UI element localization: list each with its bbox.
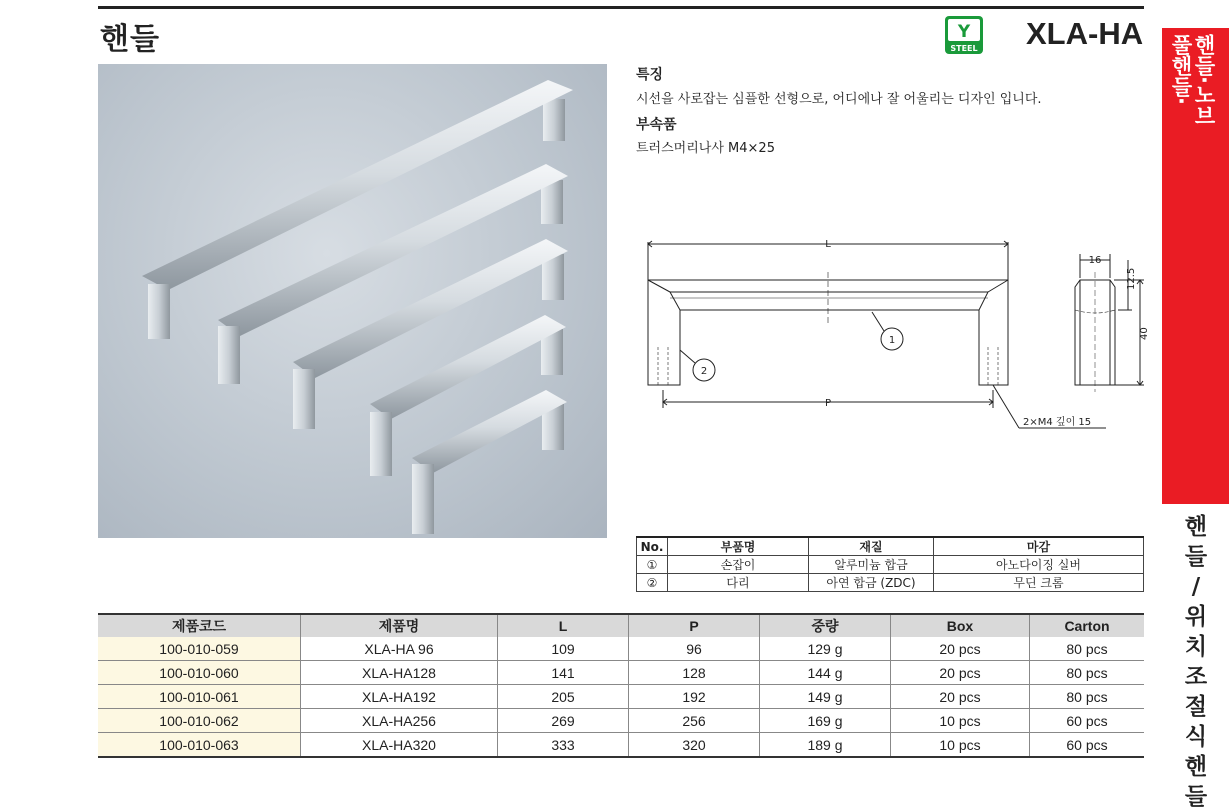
parts-row (637, 556, 1144, 574)
table-row (98, 661, 1144, 685)
product-cell: 80 pcs (1030, 685, 1145, 709)
product-cell: 100-010-059 (98, 637, 301, 661)
accessories-heading: 부속품 (636, 117, 677, 133)
table-row (98, 685, 1144, 709)
category-tab-line1: 풀핸들· (1169, 34, 1193, 105)
product-cell: 96 (629, 637, 760, 661)
product-cell: 100-010-063 (98, 733, 301, 758)
product-cell: 320 (629, 733, 760, 758)
product-table (98, 613, 1144, 758)
product-photo (98, 64, 607, 538)
category-tab-line2: 핸들·노브 (1192, 34, 1216, 126)
side-label-char: 식 (1184, 724, 1208, 750)
product-cell: 141 (498, 661, 629, 685)
product-cell: 20 pcs (891, 637, 1030, 661)
badge-letter: Y (957, 22, 971, 42)
product-header: Carton (1030, 614, 1145, 637)
product-header: 중량 (760, 614, 891, 637)
section-side-label (1176, 512, 1216, 812)
product-cell: 192 (629, 685, 760, 709)
product-cell: 149 g (760, 685, 891, 709)
product-cell: 256 (629, 709, 760, 733)
product-cell: 20 pcs (891, 685, 1030, 709)
side-label-char: 들 (1184, 544, 1208, 570)
product-cell: XLA-HA256 (301, 709, 498, 733)
product-header: L (498, 614, 629, 637)
hole-note: 2×M4 깊이 15 (1023, 417, 1092, 428)
dim-height: 40 (1139, 327, 1150, 340)
parts-cell: 아노다이징 실버 (934, 556, 1144, 574)
handle-320 (142, 80, 573, 339)
parts-header: 재질 (809, 537, 934, 556)
product-cell: 10 pcs (891, 709, 1030, 733)
callout-2: 2 (700, 366, 708, 377)
badge-label: STEEL (950, 44, 978, 53)
product-cell: 80 pcs (1030, 637, 1145, 661)
product-cell: 10 pcs (891, 733, 1030, 758)
product-cell: 20 pcs (891, 661, 1030, 685)
table-row (98, 733, 1144, 758)
side-label-char: 치 (1184, 634, 1208, 660)
side-label-char: / (1191, 574, 1201, 600)
product-cell: 60 pcs (1030, 709, 1145, 733)
parts-header: 부품명 (668, 537, 809, 556)
dim-top: 12.5 (1126, 267, 1137, 290)
product-cell: 144 g (760, 661, 891, 685)
product-cell: 100-010-060 (98, 661, 301, 685)
side-label-char: 들 (1184, 784, 1208, 810)
product-cell: 100-010-061 (98, 685, 301, 709)
page-title: 핸들 (100, 22, 160, 57)
parts-cell: 무딘 크롬 (934, 574, 1144, 592)
parts-header: No. (637, 537, 668, 556)
product-cell: 60 pcs (1030, 733, 1145, 758)
dim-P: P (824, 398, 832, 409)
product-header: 제품명 (301, 614, 498, 637)
side-label-char: 핸 (1184, 514, 1208, 540)
handle-96 (412, 390, 567, 534)
side-label-char: 핸 (1184, 754, 1208, 780)
parts-cell: ② (637, 574, 668, 592)
product-cell: XLA-HA 96 (301, 637, 498, 661)
parts-cell: 손잡이 (668, 556, 809, 574)
side-label-char: 조 (1184, 664, 1208, 690)
table-row (98, 709, 1144, 733)
header-rule (98, 6, 1144, 9)
callout-1: 1 (888, 335, 896, 346)
product-cell: 205 (498, 685, 629, 709)
accessories-text: 트러스머리나사 M4×25 (636, 141, 775, 156)
parts-table (636, 536, 1144, 592)
product-cell: XLA-HA192 (301, 685, 498, 709)
product-cell: 128 (629, 661, 760, 685)
product-cell: 189 g (760, 733, 891, 758)
table-row (98, 637, 1144, 661)
model-code: XLA-HA (1026, 16, 1144, 51)
parts-header: 마감 (934, 537, 1144, 556)
steel-badge-icon (944, 15, 984, 55)
side-label-char: 절 (1184, 694, 1208, 720)
technical-drawing (636, 232, 1156, 432)
product-cell: XLA-HA320 (301, 733, 498, 758)
product-cell: 80 pcs (1030, 661, 1145, 685)
parts-cell: 다리 (668, 574, 809, 592)
product-header: P (629, 614, 760, 637)
product-cell: XLA-HA128 (301, 661, 498, 685)
dim-L: L (825, 239, 831, 250)
product-cell: 169 g (760, 709, 891, 733)
parts-row (637, 574, 1144, 592)
side-label-char: 위 (1184, 604, 1208, 630)
product-cell: 109 (498, 637, 629, 661)
parts-cell: ① (637, 556, 668, 574)
product-cell: 269 (498, 709, 629, 733)
parts-cell: 아연 합금 (ZDC) (809, 574, 934, 592)
dim-width: 16 (1088, 255, 1102, 266)
parts-cell: 알루미늄 합금 (809, 556, 934, 574)
features-heading: 특징 (636, 67, 664, 83)
product-cell: 129 g (760, 637, 891, 661)
product-header: 제품코드 (98, 614, 301, 637)
product-header: Box (891, 614, 1030, 637)
features-text: 시선을 사로잡는 심플한 선형으로, 어디에나 잘 어울리는 디자인 입니다. (636, 92, 1042, 107)
product-cell: 100-010-062 (98, 709, 301, 733)
product-cell: 333 (498, 733, 629, 758)
